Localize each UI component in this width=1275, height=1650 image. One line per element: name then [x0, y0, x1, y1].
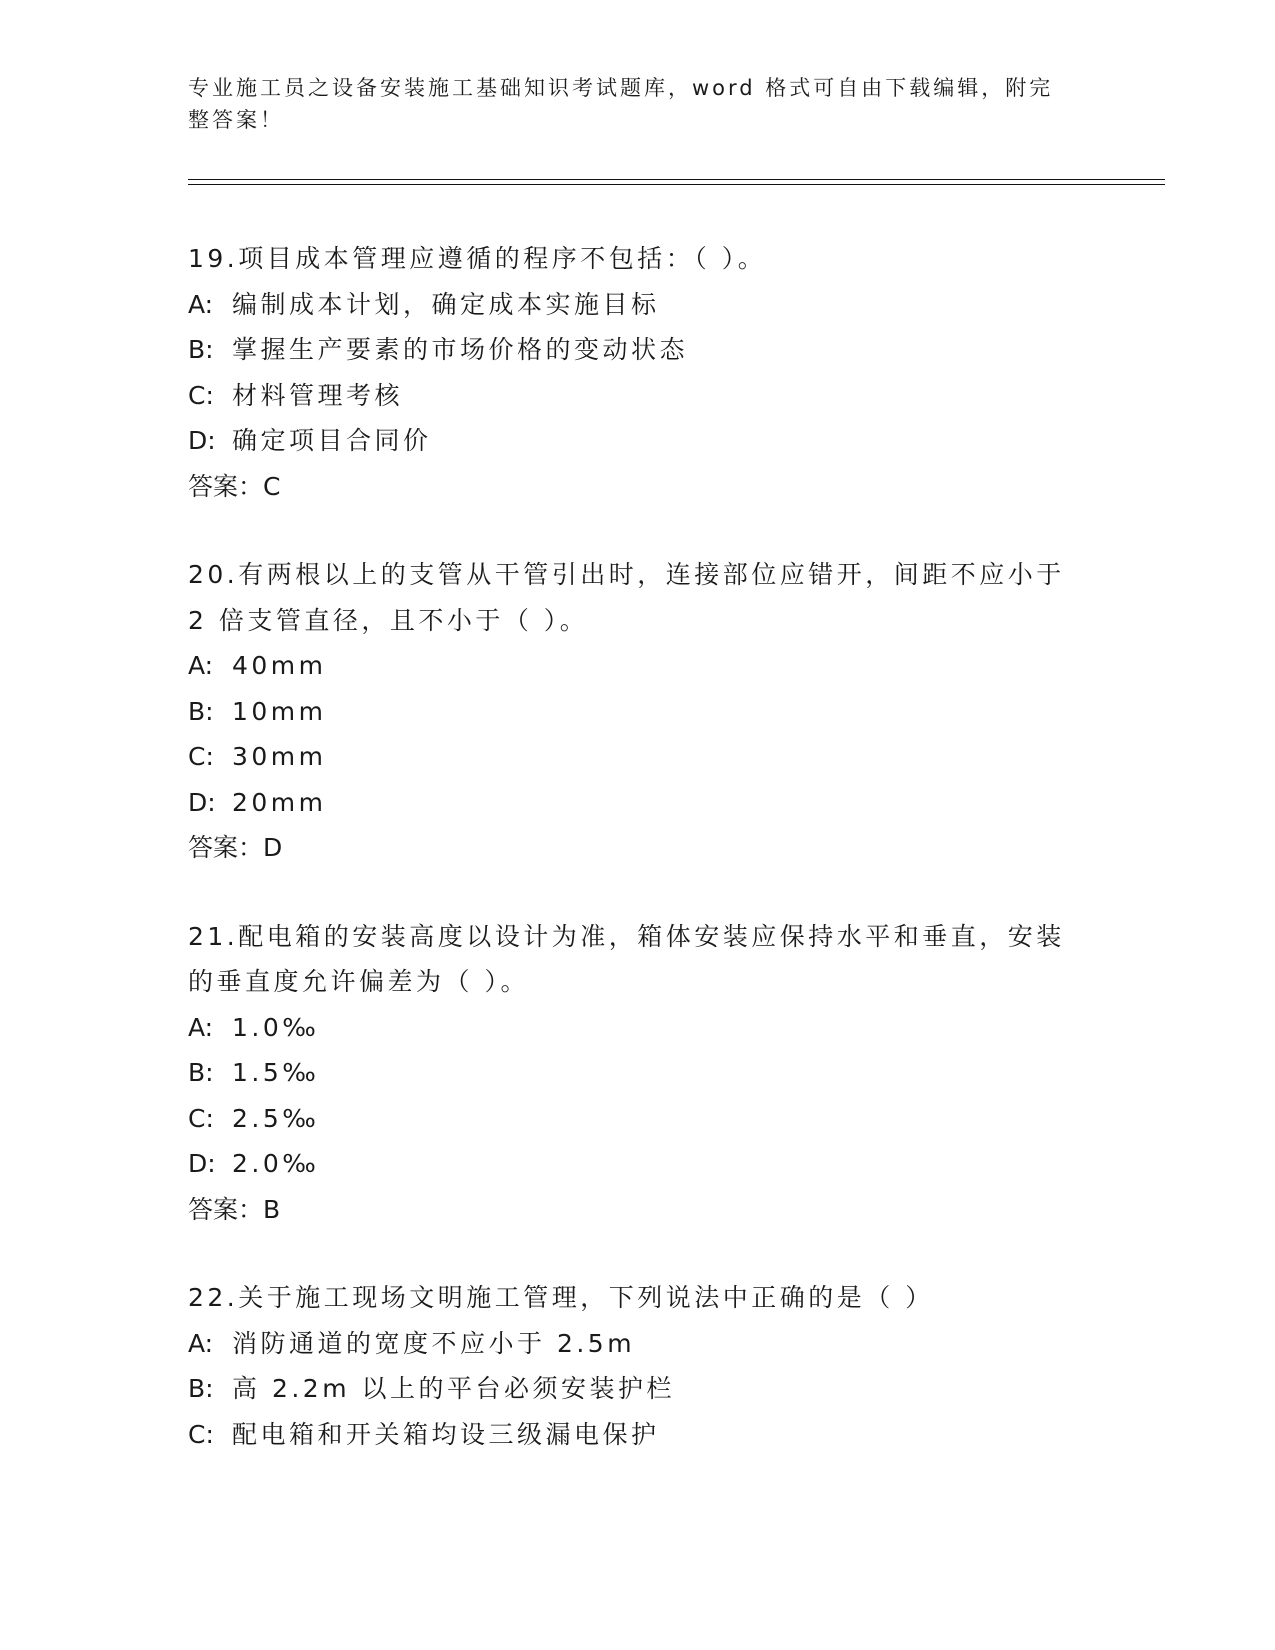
header-line-1: 专业施工员之设备安装施工基础知识考试题库，word 格式可自由下载编辑，附完: [188, 76, 1054, 100]
option-letter: D:: [188, 426, 216, 455]
option-text: 高 2.2m 以上的平台必须安装护栏: [232, 1374, 676, 1403]
answer-option: [188, 282, 1088, 328]
answer-option: [188, 1050, 1088, 1096]
option-text: 消防通道的宽度不应小于 2.5m: [232, 1328, 636, 1358]
question-stem-line: 22.关于施工现场文明施工管理，下列说法中正确的是（ ）: [188, 1283, 934, 1312]
answer-label: 答案：: [188, 1194, 264, 1224]
option-letter: A:: [188, 1328, 214, 1358]
question-stem: [188, 1275, 1088, 1321]
answer-option: [188, 1412, 1088, 1458]
question-list: [188, 236, 1088, 1500]
question-item: [188, 914, 1088, 1233]
answer-option: [188, 643, 1088, 689]
question-stem-line: 19.项目成本管理应遵循的程序不包括：（ ）。: [188, 244, 767, 273]
question-stem: [188, 914, 1088, 1005]
document-header: [188, 72, 1088, 136]
option-letter: A:: [188, 1012, 214, 1042]
question-stem-line: 2 倍支管直径，且不小于（ ）。: [188, 605, 589, 635]
question-item: [188, 1275, 1088, 1457]
option-letter: B:: [188, 1058, 214, 1087]
answer-key: [188, 825, 1088, 871]
answer-option: [188, 327, 1088, 373]
answer-value: C: [263, 471, 281, 501]
option-letter: B:: [188, 696, 214, 726]
option-text: 1.0‰: [232, 1012, 320, 1042]
question-stem: [188, 552, 1088, 643]
question-stem: [188, 236, 1088, 282]
header-divider-top: [188, 179, 1165, 180]
header-divider-bottom: [188, 184, 1165, 185]
option-letter: D:: [188, 1149, 216, 1178]
option-text: 确定项目合同价: [232, 426, 432, 455]
option-letter: C:: [188, 380, 214, 410]
option-text: 2.0‰: [232, 1149, 320, 1178]
option-text: 编制成本计划，确定成本实施目标: [232, 289, 660, 319]
option-text: 1.5‰: [232, 1058, 320, 1087]
header-line-2: 整答案！: [188, 108, 284, 132]
option-text: 40mm: [232, 651, 327, 680]
answer-option: [188, 734, 1088, 780]
option-letter: A:: [188, 651, 214, 680]
answer-option: [188, 373, 1088, 419]
option-letter: B:: [188, 1374, 214, 1403]
answer-option: [188, 1096, 1088, 1142]
option-letter: C:: [188, 1103, 214, 1133]
option-text: 20mm: [232, 787, 327, 817]
answer-value: B: [263, 1194, 281, 1224]
answer-option: [188, 1005, 1088, 1051]
answer-option: [188, 689, 1088, 735]
option-text: 材料管理考核: [232, 380, 404, 410]
answer-value: D: [263, 833, 283, 862]
answer-label: 答案：: [188, 833, 264, 862]
answer-option: [188, 1366, 1088, 1412]
option-text: 30mm: [232, 742, 327, 771]
answer-option: [188, 780, 1088, 826]
option-text: 掌握生产要素的市场价格的变动状态: [232, 335, 689, 364]
option-letter: C:: [188, 1419, 214, 1449]
option-letter: A:: [188, 289, 214, 319]
option-text: 2.5‰: [232, 1103, 320, 1133]
answer-label: 答案：: [188, 471, 264, 501]
answer-option: [188, 418, 1088, 464]
question-stem-line: 20.有两根以上的支管从干管引出时，连接部位应错开，间距不应小于: [188, 560, 1065, 589]
option-letter: C:: [188, 742, 214, 771]
question-item: [188, 236, 1088, 509]
question-item: [188, 552, 1088, 871]
option-letter: B:: [188, 335, 214, 364]
option-text: 配电箱和开关箱均设三级漏电保护: [232, 1419, 660, 1449]
answer-key: [188, 1187, 1088, 1233]
question-stem-line: 的垂直度允许偏差为（ ）。: [188, 967, 529, 996]
answer-key: [188, 464, 1088, 510]
answer-option: [188, 1141, 1088, 1187]
option-text: 10mm: [232, 696, 327, 726]
answer-option: [188, 1321, 1088, 1367]
question-stem-line: 21.配电箱的安装高度以设计为准，箱体安装应保持水平和垂直，安装: [188, 921, 1065, 951]
option-letter: D:: [188, 787, 216, 817]
